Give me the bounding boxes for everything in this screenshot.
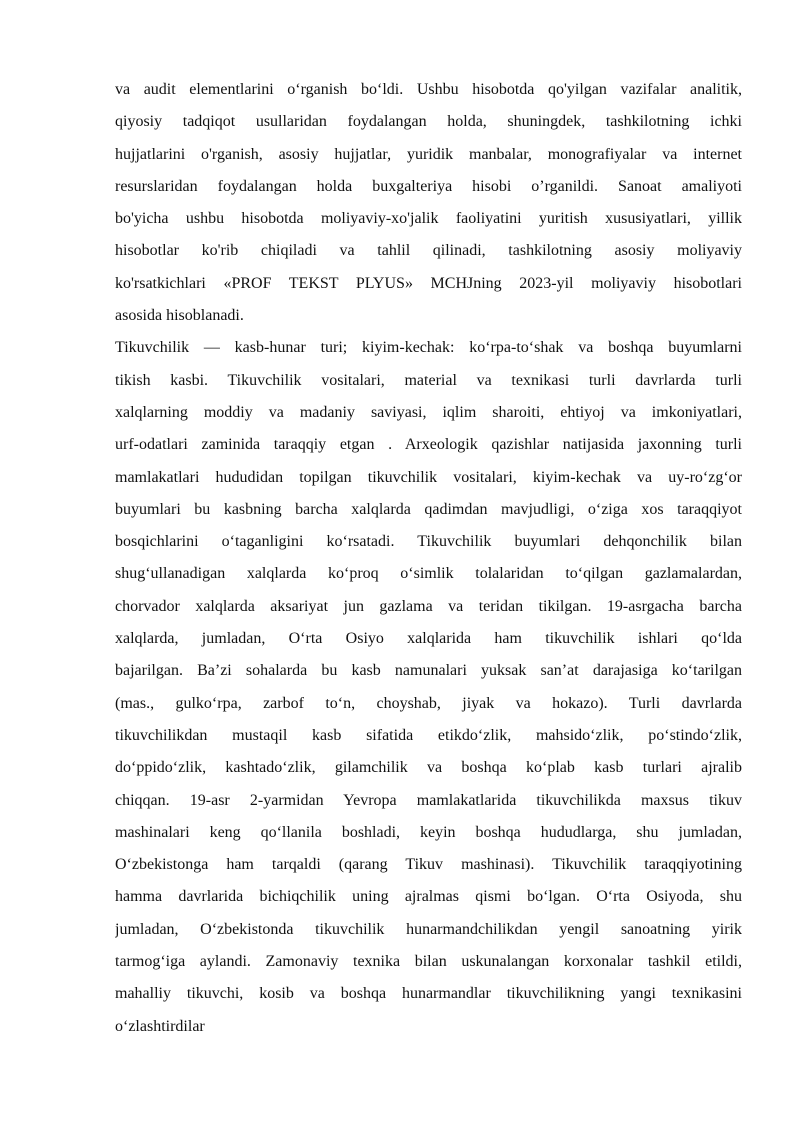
- text-line: asosida hisoblanadi.: [115, 307, 244, 325]
- text-line: chiqqan. 19-asr 2-yarmidan Yevropa mamlakatlarida tikuvchilikda maxsus tikuv: [115, 791, 742, 809]
- text-line: va audit elementlarini o‘rganish bo‘ldi. Ushbu hisobotda qo'yilgan vazifalar analitik,: [115, 81, 742, 98]
- text-line: mahalliy tikuvchi, kosib va boshqa hunarmandlar tikuvchilikning yangi texnikasini: [115, 985, 742, 1003]
- text-line: O‘zbekistonga ham tarqaldi (qarang Tikuv mashinasi). Tikuvchilik taraqqiyotining: [115, 856, 742, 874]
- text-line: jumladan, O‘zbekistonda tikuvchilik hunarmandchilikdan yengil sanoatning yirik: [115, 920, 742, 938]
- text-line: Tikuvchilik — kasb-hunar turi; kiyim-kechak: ko‘rpa-to‘shak va boshqa buyumlarni: [115, 339, 742, 357]
- paragraph-audit: [115, 74, 742, 332]
- text-line: urf-odatlari zaminida taraqqiy etgan . Arxeologik qazishlar natijasida jaxonning turli: [115, 436, 742, 454]
- text-line: do‘ppido‘zlik, kashtado‘zlik, gilamchilik va boshqa ko‘plab kasb turlari ajralib: [115, 759, 742, 777]
- text-line: chorvador xalqlarda aksariyat jun gazlama va teridan tikilgan. 19-asrgacha barcha: [115, 597, 742, 615]
- text-line: tarmog‘iga aylandi. Zamonaviy texnika bilan uskunalangan korxonalar tashkil etildi,: [115, 953, 742, 971]
- text-line: bo'yicha ushbu hisobotda moliyaviy-xo'jalik faoliyatini yuritish xususiyatlari, yillik: [115, 210, 742, 228]
- document-page: [115, 74, 742, 1043]
- text-line: qiyosiy tadqiqot usullaridan foydalangan holda, shuningdek, tashkilotning ichki: [115, 113, 742, 131]
- text-line: bajarilgan. Ba’zi sohalarda bu kasb namunalari yuksak san’at darajasiga ko‘tarilgan: [115, 662, 742, 680]
- text-line: xalqlarning moddiy va madaniy saviyasi, iqlim sharoiti, ehtiyoj va imkoniyatlari,: [115, 403, 742, 421]
- text-line: hujjatlarini o'rganish, asosiy hujjatlar, yuridik manbalar, monografiyalar va internet: [115, 145, 742, 163]
- text-line: hisobotlar ko'rib chiqiladi va tahlil qilinadi, tashkilotning asosiy moliyaviy: [115, 242, 742, 260]
- text-line: hamma davrlarida bichiqchilik uning ajralmas qismi bo‘lgan. O‘rta Osiyoda, shu: [115, 888, 742, 906]
- text-line: resurslaridan foydalangan holda buxgalteriya hisobi o’rganildi. Sanoat amaliyoti: [115, 177, 742, 195]
- text-line: mamlakatlari hududidan topilgan tikuvchilik vositalari, kiyim-kechak va uy-ro‘zg‘or: [115, 468, 742, 486]
- text-line: mashinalari keng qo‘llanila boshladi, keyin boshqa hududlarga, shu jumladan,: [115, 823, 742, 841]
- text-line: bosqichlarini o‘taganligini ko‘rsatadi. Tikuvchilik buyumlari dehqonchilik bilan: [115, 533, 742, 551]
- text-line: ko'rsatkichlari «PROF TEKST PLYUS» MCHJning 2023-yil moliyaviy hisobotlari: [115, 274, 742, 292]
- paragraph-tikuvchilik: [115, 332, 742, 1043]
- text-line: xalqlarda, jumladan, O‘rta Osiyo xalqlarida ham tikuvchilik ishlari qo‘lda: [115, 630, 742, 648]
- text-line: o‘zlashtirdilar: [115, 1017, 205, 1035]
- text-line: buyumlari bu kasbning barcha xalqlarda qadimdan mavjudligi, o‘ziga xos taraqqiyot: [115, 500, 742, 518]
- text-line: shug‘ullanadigan xalqlarda ko‘proq o‘simlik tolalaridan to‘qilgan gazlamalardan,: [115, 565, 742, 583]
- text-line: tikish kasbi. Tikuvchilik vositalari, material va texnikasi turli davrlarda turli: [115, 371, 742, 389]
- text-line: tikuvchilikdan mustaqil kasb sifatida etikdo‘zlik, mahsido‘zlik, po‘stindo‘zlik,: [115, 726, 742, 744]
- text-line: (mas., gulko‘rpa, zarbof to‘n, choyshab, jiyak va hokazo). Turli davrlarda: [115, 694, 742, 712]
